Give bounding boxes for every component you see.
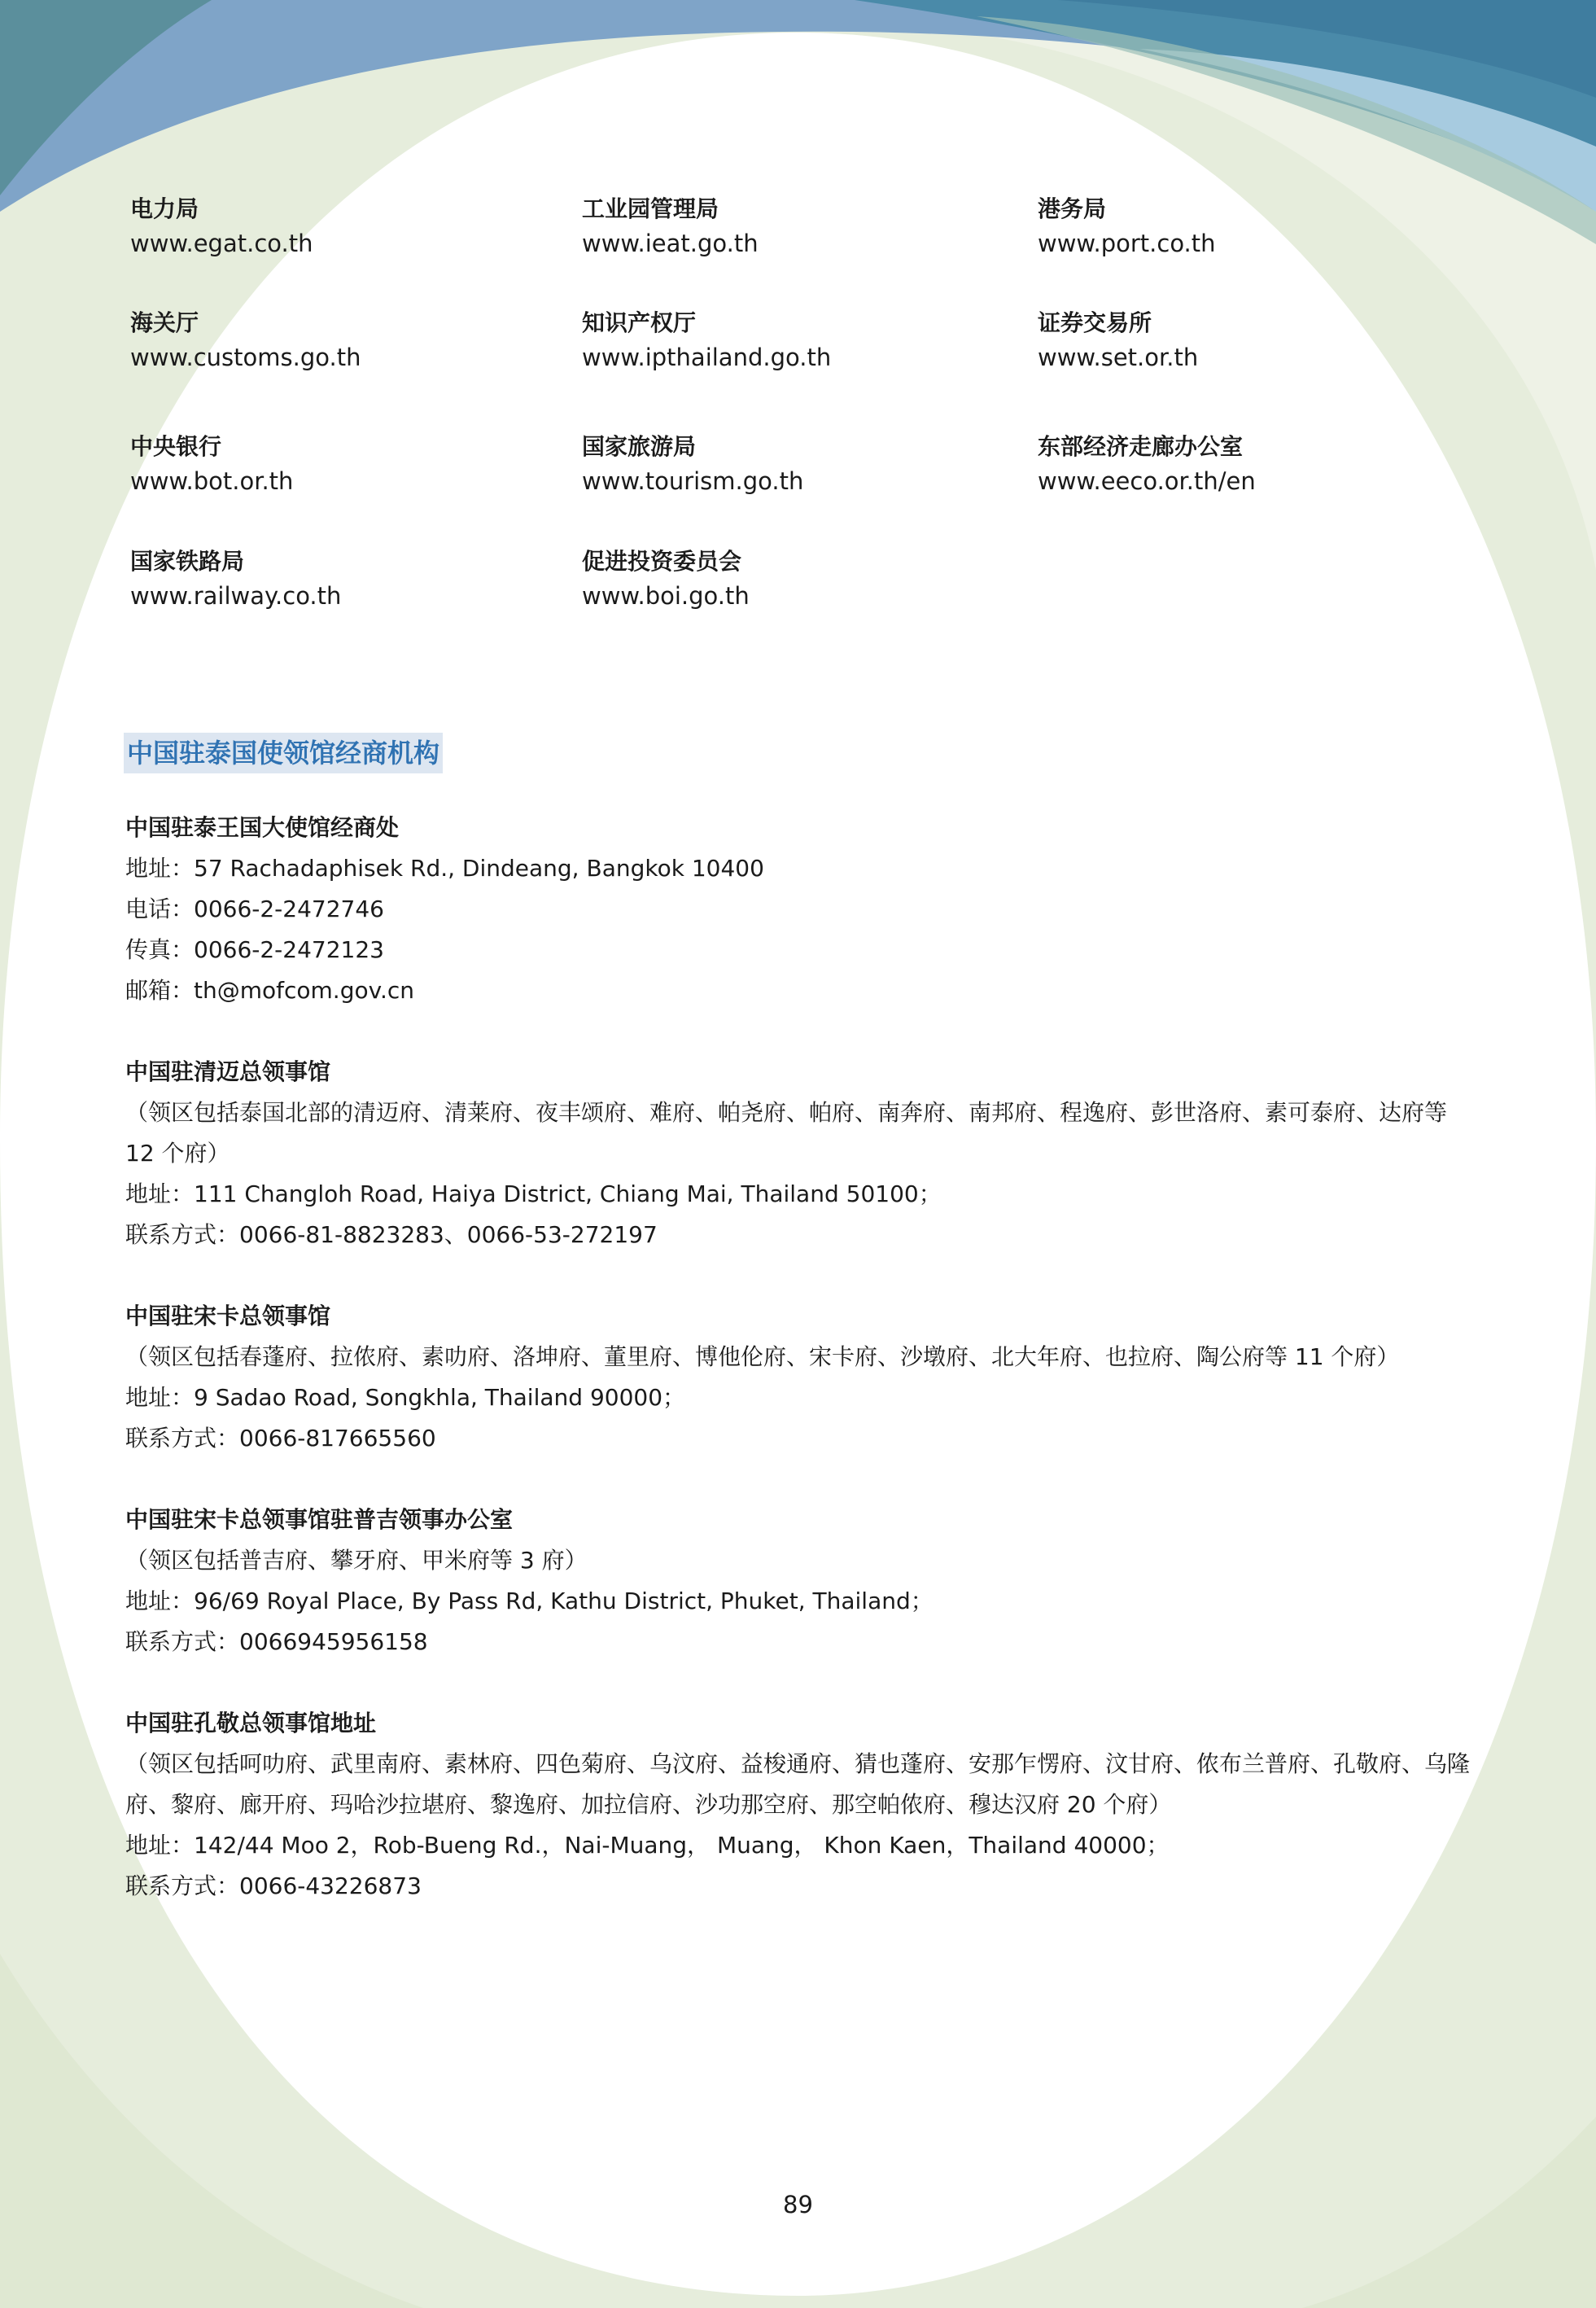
- agency-name: 工业园管理局: [582, 195, 719, 222]
- office-chiang-mai: [125, 1052, 1476, 1255]
- office-jurisdiction: （领区包括泰国北部的清迈府、清莱府、夜丰颂府、难府、帕尧府、帕府、南奔府、南邦府、程逸府、彭世洛府、素可泰府、达府等 12 个府）: [125, 1099, 1448, 1167]
- office-address: 地址：142/44 Moo 2，Rob-Bueng Rd.，Nai-Muang， Muang， Khon Kaen，Thailand 40000；: [125, 1832, 1170, 1859]
- agency-railway: [130, 545, 553, 613]
- agency-name: 海关厅: [130, 309, 199, 336]
- agency-name: 证券交易所: [1038, 309, 1152, 336]
- office-name: 中国驻清迈总领事馆: [125, 1058, 331, 1085]
- agency-boi: [582, 545, 1005, 613]
- agency-url-link[interactable]: www.eeco.or.th/en: [1038, 467, 1256, 495]
- agency-url-link[interactable]: www.boi.go.th: [582, 582, 750, 610]
- agency-port: [1038, 192, 1461, 261]
- agency-url-link[interactable]: www.tourism.go.th: [582, 467, 804, 495]
- office-name: 中国驻宋卡总领事馆驻普吉领事办公室: [125, 1506, 514, 1533]
- office-contact: 联系方式：0066-81-8823283、0066-53-272197: [125, 1221, 658, 1248]
- agency-ieat: [582, 192, 1005, 261]
- agency-name: 国家铁路局: [130, 548, 245, 575]
- agency-set: [1038, 306, 1461, 374]
- office-jurisdiction: （领区包括呵叻府、武里南府、素林府、四色菊府、乌汶府、益梭通府、猜也蓬府、安那乍愣府、汶甘府、侬布兰普府、孔敬府、乌隆府、黎府、廊开府、玛哈沙拉堪府、黎逸府、加拉信府、沙功那空府、那空帕侬府、穆达汉府 20 个府）: [125, 1750, 1471, 1818]
- office-address: 地址：9 Sadao Road, Songkhla, Thailand 90000；: [125, 1384, 686, 1411]
- agency-url-link[interactable]: www.railway.co.th: [130, 582, 342, 610]
- office-address: 地址：57 Rachadaphisek Rd., Dindeang, Bangkok 10400: [125, 855, 764, 882]
- agency-url-link[interactable]: www.egat.co.th: [130, 230, 313, 257]
- office-songkhla: [125, 1296, 1476, 1459]
- agency-url-link[interactable]: www.customs.go.th: [130, 344, 361, 371]
- agency-url-link[interactable]: www.ieat.go.th: [582, 230, 759, 257]
- agency-url-link[interactable]: www.ipthailand.go.th: [582, 344, 832, 371]
- office-jurisdiction: （领区包括普吉府、攀牙府、甲米府等 3 府）: [125, 1547, 588, 1574]
- agency-name: 中央银行: [130, 433, 222, 460]
- agency-url-link[interactable]: www.bot.or.th: [130, 467, 294, 495]
- agency-name: 国家旅游局: [582, 433, 697, 460]
- agency-url-link[interactable]: www.set.or.th: [1038, 344, 1199, 371]
- section-title: 中国驻泰国使领馆经商机构: [124, 733, 443, 773]
- office-email: 邮箱：th@mofcom.gov.cn: [125, 977, 415, 1004]
- office-name: 中国驻宋卡总领事馆: [125, 1303, 331, 1329]
- office-contact: 联系方式：0066-43226873: [125, 1872, 422, 1899]
- office-contact: 联系方式：0066945956158: [125, 1628, 428, 1655]
- office-phuket: [125, 1500, 1476, 1662]
- agency-name: 电力局: [130, 195, 199, 222]
- agency-tourism: [582, 430, 1005, 498]
- office-fax: 传真：0066-2-2472123: [125, 936, 384, 963]
- agency-customs: [130, 306, 553, 374]
- office-address: 地址：96/69 Royal Place, By Pass Rd, Kathu District, Phuket, Thailand；: [125, 1588, 934, 1614]
- agency-eeco: [1038, 430, 1461, 498]
- office-contact: 联系方式：0066-817665560: [125, 1425, 436, 1452]
- agency-name: 促进投资委员会: [582, 548, 742, 575]
- office-name: 中国驻孔敬总领事馆地址: [125, 1710, 377, 1736]
- agency-bot: [130, 430, 553, 498]
- office-address: 地址：111 Changloh Road, Haiya District, Chiang Mai, Thailand 50100；: [125, 1180, 942, 1207]
- page-number: 89: [783, 2191, 813, 2218]
- agency-ipthailand: [582, 306, 1005, 374]
- office-khon-kaen: [125, 1703, 1476, 1907]
- agency-name: 知识产权厅: [582, 309, 697, 336]
- office-embassy: [125, 808, 1476, 1011]
- agency-url-link[interactable]: www.port.co.th: [1038, 230, 1216, 257]
- office-jurisdiction: （领区包括春蓬府、拉侬府、素叻府、洛坤府、董里府、博他伦府、宋卡府、沙墩府、北大年府、也拉府、陶公府等 11 个府）: [125, 1343, 1400, 1370]
- agency-egat: [130, 192, 553, 261]
- agency-name: 港务局: [1038, 195, 1107, 222]
- office-name: 中国驻泰王国大使馆经商处: [125, 814, 400, 841]
- office-phone: 电话：0066-2-2472746: [125, 896, 384, 922]
- agency-name: 东部经济走廊办公室: [1038, 433, 1244, 460]
